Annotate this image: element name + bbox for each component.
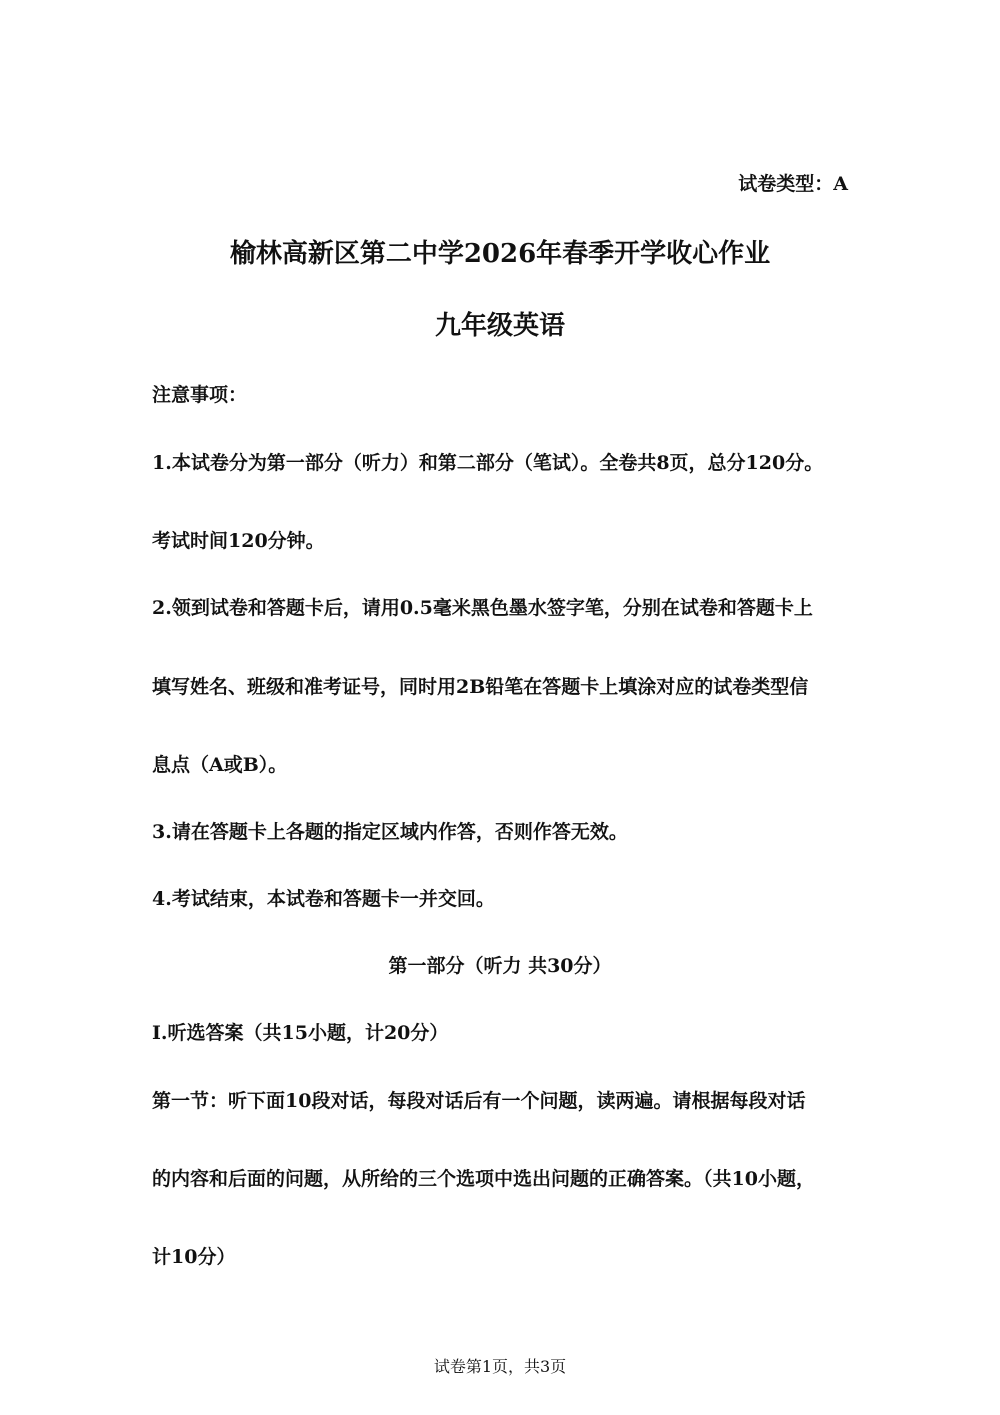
notice-heading: 注意事项： (152, 384, 248, 406)
section-title: I.听选答案（共15小题，计20分） (152, 1022, 449, 1044)
page-footer: 试卷第1页，共3页 (433, 1357, 567, 1376)
paper-type-label: 试卷类型：A (738, 173, 848, 195)
notice-line: 4.考试结束，本试卷和答题卡一并交回。 (152, 888, 495, 910)
instruction-line: 的内容和后面的问题，从所给的三个选项中选出问题的正确答案。（共10小题， (152, 1168, 815, 1190)
instruction-line: 第一节：听下面10段对话，每段对话后有一个问题，读两遍。请根据每段对话 (152, 1090, 806, 1112)
part-one-heading: 第一部分（听力 共30分） (388, 955, 612, 977)
notice-line: 息点（A或B）。 (152, 754, 288, 776)
exam-subtitle: 九年级英语 (434, 311, 565, 341)
notice-line: 填写姓名、班级和准考证号，同时用2B铅笔在答题卡上填涂对应的试卷类型信 (152, 676, 809, 698)
instruction-line: 计10分） (152, 1246, 236, 1268)
notice-line: 1.本试卷分为第一部分（听力）和第二部分（笔试）。全卷共8页，总分120分。 (152, 452, 824, 474)
notice-line: 考试时间120分钟。 (152, 530, 325, 552)
notice-line: 3.请在答题卡上各题的指定区域内作答，否则作答无效。 (152, 821, 628, 843)
notice-line: 2.领到试卷和答题卡后，请用0.5毫米黑色墨水签字笔，分别在试卷和答题卡上 (152, 597, 813, 619)
exam-title: 榆林高新区第二中学2026年春季开学收心作业 (229, 239, 771, 269)
